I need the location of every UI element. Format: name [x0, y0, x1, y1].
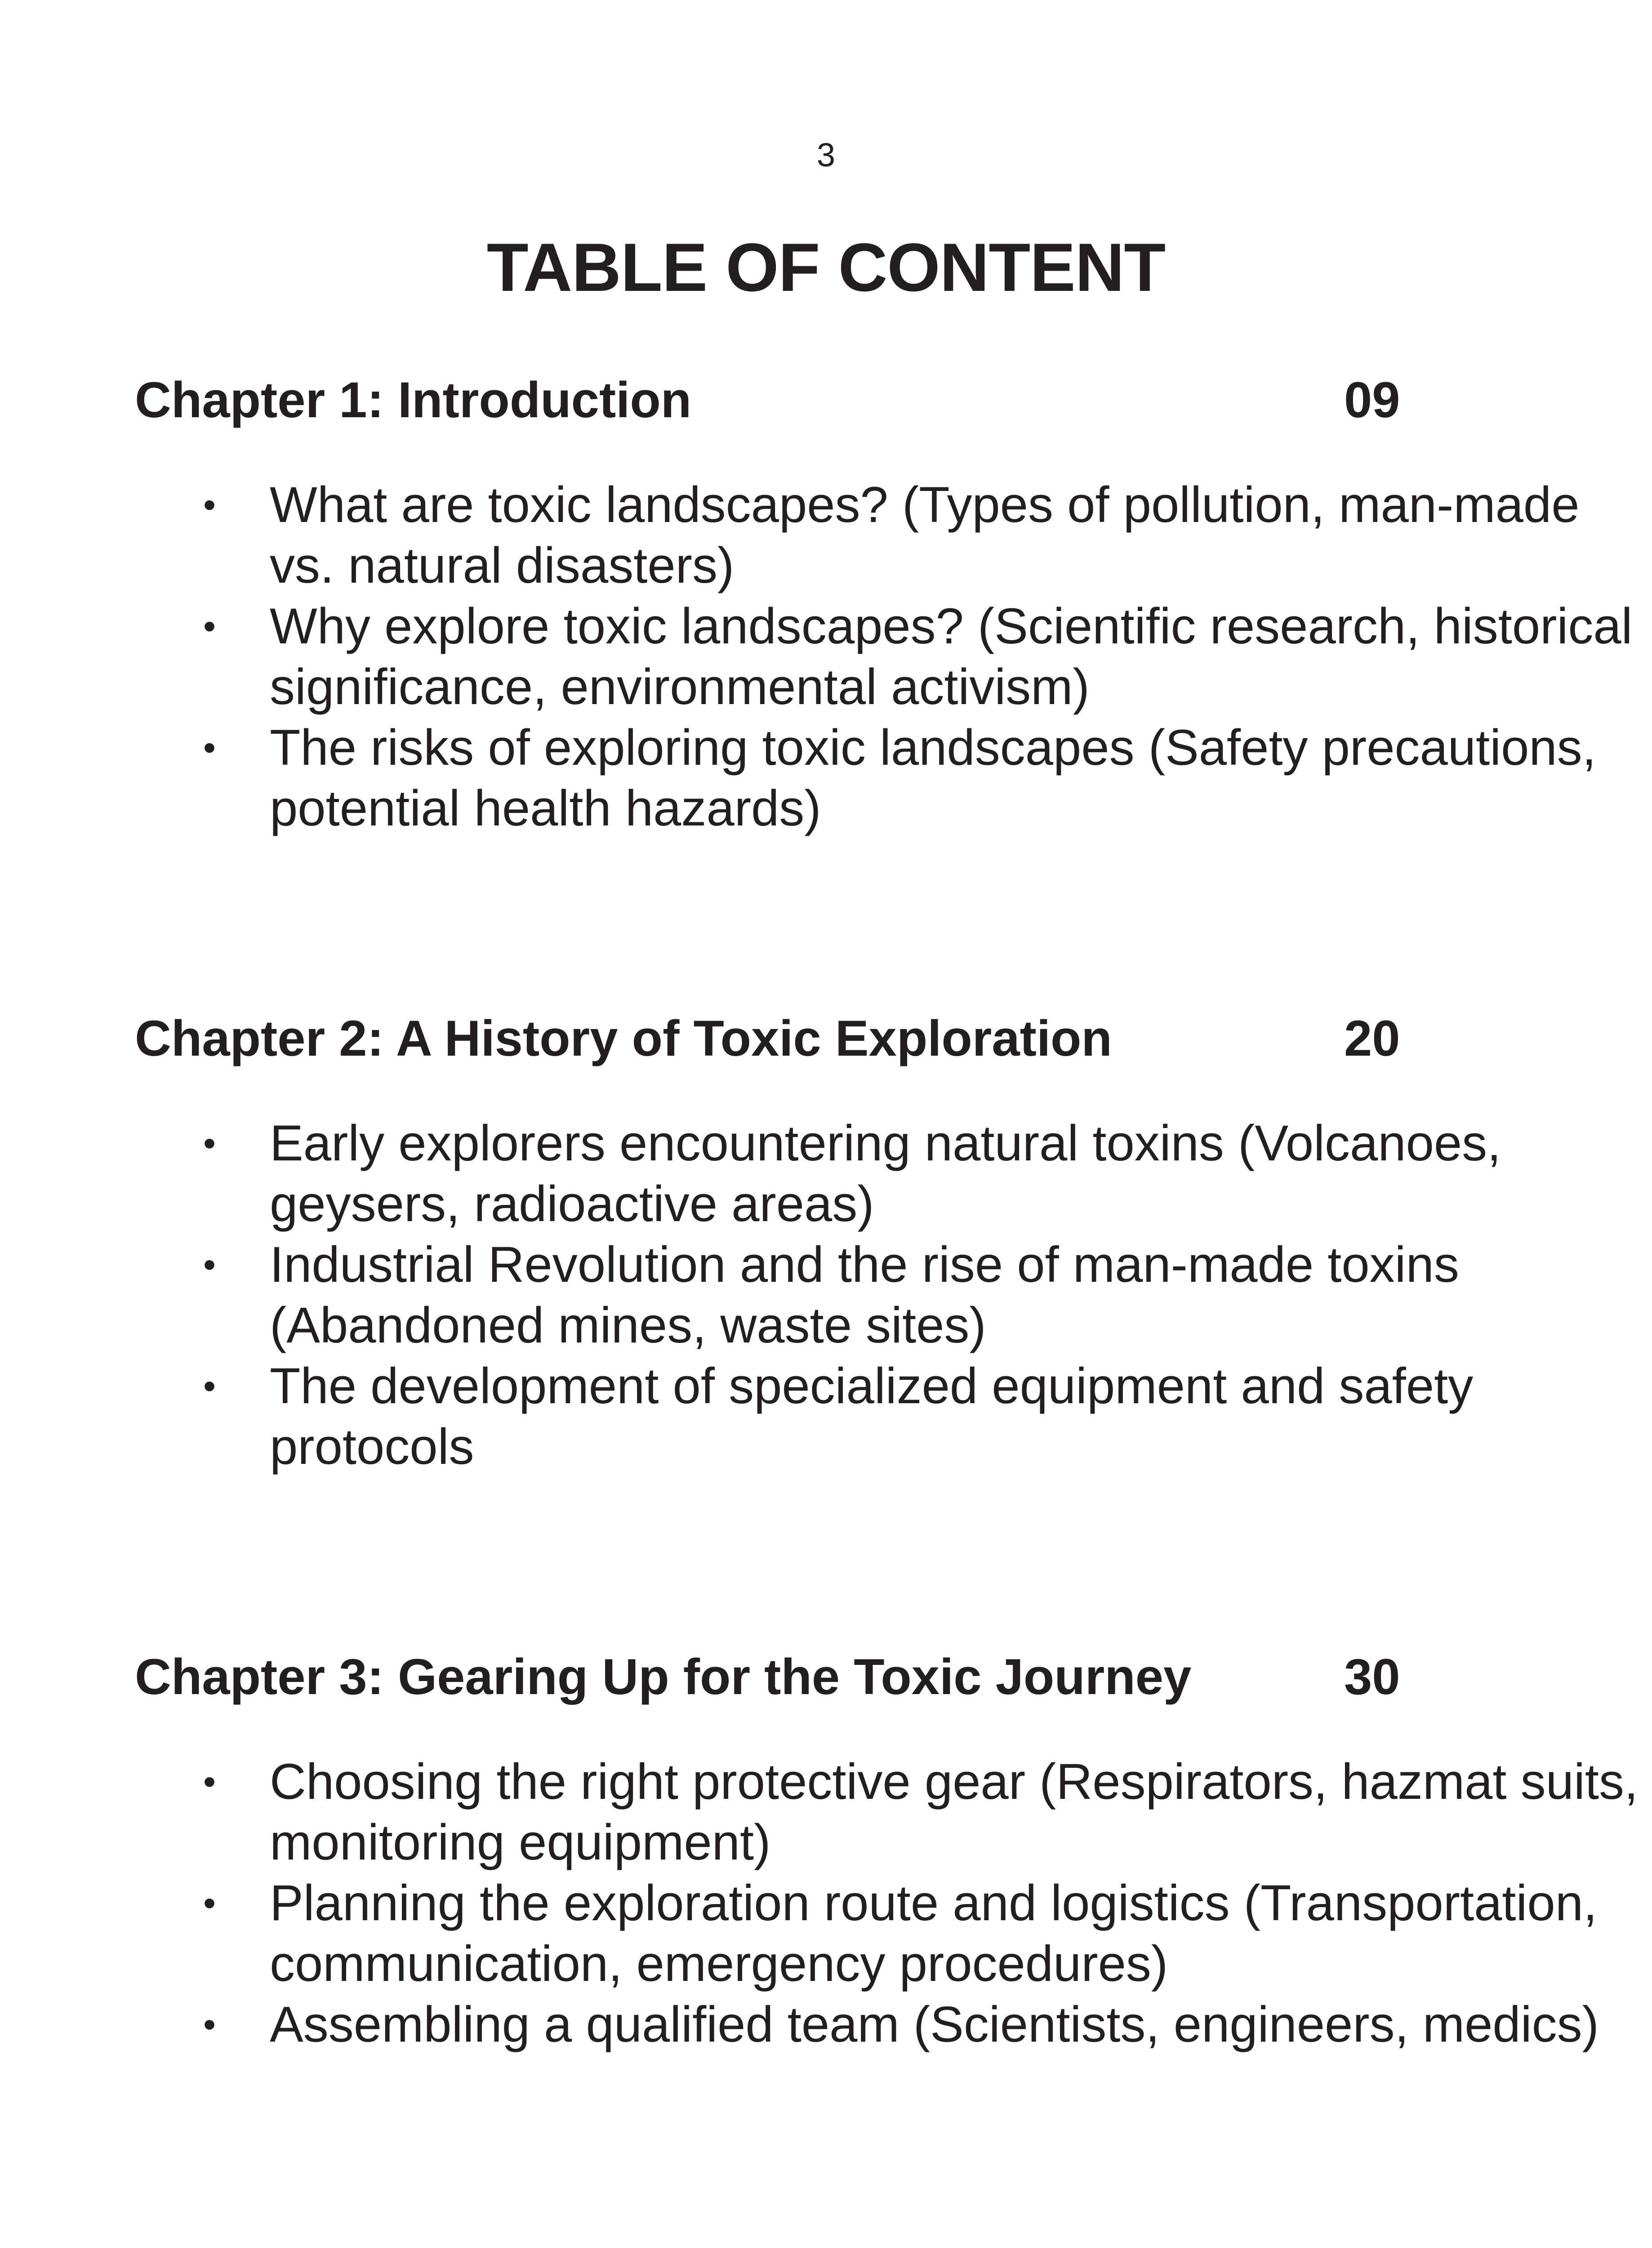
list-item-text: Planning the exploration route and logistics (Transportation, communication, emergency procedures)	[270, 1875, 1598, 1992]
bullet-icon: •	[203, 1366, 216, 1406]
list-item-text: Choosing the right protective gear (Respirators, hazmat suits, monitoring equipment)	[270, 1753, 1639, 1870]
page-number: 3	[816, 136, 836, 174]
list-item-text: What are toxic landscapes? (Types of pollution, man-made vs. natural disasters)	[270, 477, 1580, 593]
chapter-heading	[135, 369, 1618, 432]
bullet-icon: •	[203, 1762, 216, 1802]
bullet-icon: •	[203, 727, 216, 767]
chapter-topic-list	[135, 1751, 1639, 2055]
list-item	[135, 474, 1641, 596]
list-item-text: The development of specialized equipment and safety protocols	[270, 1358, 1474, 1475]
bullet-icon: •	[203, 606, 216, 646]
chapter-heading	[135, 1007, 1618, 1070]
list-item-text: Industrial Revolution and the rise of man-made toxins (Abandoned mines, waste sites)	[270, 1236, 1459, 1353]
list-item	[135, 1994, 1641, 2055]
chapter-title: Chapter 1: Introduction	[135, 372, 692, 428]
bullet-icon: •	[203, 485, 216, 525]
list-item	[135, 1873, 1641, 1994]
list-item	[135, 717, 1641, 839]
chapter-topic-list	[135, 1113, 1618, 1477]
chapter-page-number: 20	[1344, 1010, 1400, 1066]
chapter-page-number: 09	[1344, 372, 1400, 428]
list-item	[135, 1751, 1641, 1873]
list-item-text: Assembling a qualified team (Scientists, engineers, medics)	[270, 1996, 1599, 2052]
bullet-icon: •	[203, 1244, 216, 1285]
list-item-text: Early explorers encountering natural toxins (Volcanoes, geysers, radioactive areas)	[270, 1115, 1501, 1232]
list-item	[135, 596, 1641, 717]
list-item-text: Why explore toxic landscapes? (Scientific research, historical significance, environmental activism)	[270, 598, 1633, 715]
list-item	[135, 1234, 1641, 1356]
chapter-1	[135, 369, 1633, 839]
chapter-heading	[135, 1646, 1618, 1708]
chapter-title: Chapter 2: A History of Toxic Exploration	[135, 1010, 1112, 1066]
chapter-2	[135, 1007, 1618, 1477]
list-item	[135, 1113, 1641, 1234]
bullet-icon: •	[203, 2004, 216, 2044]
chapter-topic-list	[135, 474, 1633, 839]
chapter-3	[135, 1646, 1639, 2055]
list-item	[135, 1356, 1641, 1477]
bullet-icon: •	[203, 1123, 216, 1163]
chapter-page-number: 30	[1344, 1649, 1400, 1705]
bullet-icon: •	[203, 1883, 216, 1923]
page-title: TABLE OF CONTENT	[486, 229, 1166, 306]
chapter-title: Chapter 3: Gearing Up for the Toxic Journey	[135, 1649, 1192, 1705]
list-item-text: The risks of exploring toxic landscapes (Safety precautions, potential health hazards)	[270, 719, 1596, 836]
